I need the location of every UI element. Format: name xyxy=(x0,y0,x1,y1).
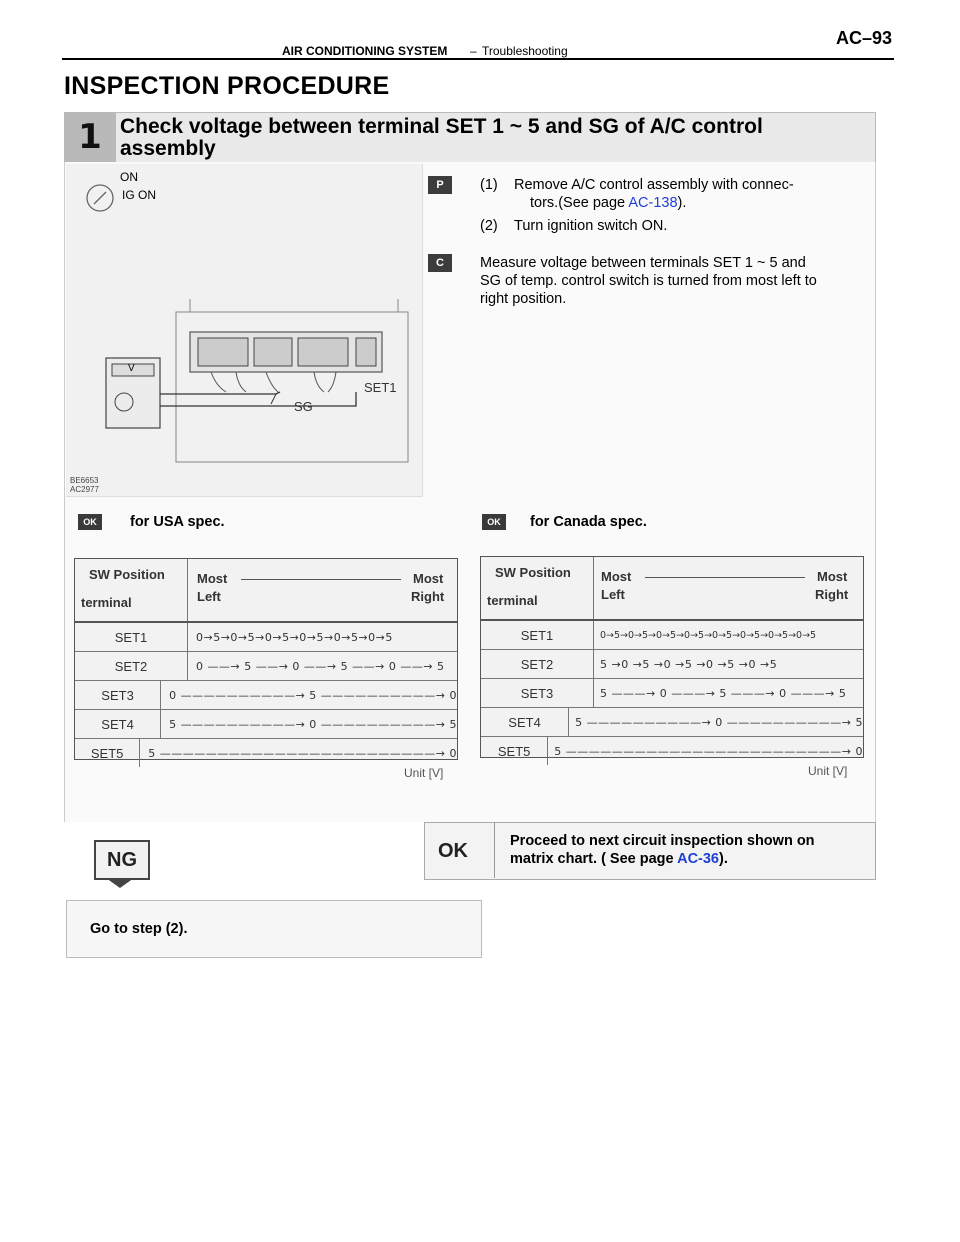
terminal-label: SET3 xyxy=(101,687,134,703)
usa-hdr-most-left-2: Left xyxy=(197,589,221,604)
canada-voltage-table xyxy=(480,556,864,758)
ng-result-box: NG xyxy=(94,840,150,880)
prep-step-2-num: (2) xyxy=(480,218,498,234)
ok-action-line-1: Proceed to next circuit inspection shown on xyxy=(510,833,815,849)
voltage-sequence: 5 →0 →5 →0 →5 →0 →5 →0 →5 xyxy=(600,657,778,671)
meter-label: V xyxy=(128,363,135,374)
ignition-ig-on-label: IG ON xyxy=(122,188,157,202)
header-system: AIR CONDITIONING SYSTEM xyxy=(282,44,448,58)
terminal-label: SET1 xyxy=(114,629,148,645)
prep-step-1-line2-end: ). xyxy=(677,195,687,211)
canada-hdr-most-left-1: Most xyxy=(601,569,632,584)
voltage-sequence: 5 ————————————————————————→ 0 xyxy=(148,746,457,760)
ok-arrow-icon xyxy=(480,822,495,878)
ok-result-label: OK xyxy=(438,840,468,862)
usa-spec-label: for USA spec. xyxy=(130,514,225,530)
terminal-label: SET3 xyxy=(520,685,554,701)
usa-hdr-most-left-1: Most xyxy=(197,571,228,586)
ng-action-text: Go to step (2). xyxy=(90,921,188,937)
voltage-sequence: 0→5→0→5→0→5→0→5→0→5→0→5 xyxy=(196,630,393,644)
canada-table-header xyxy=(481,557,863,621)
link-ac-36[interactable]: AC-36 xyxy=(677,851,719,867)
table-row xyxy=(481,708,863,737)
ok-badge-canada: OK xyxy=(482,514,506,530)
header-section: Troubleshooting xyxy=(482,44,568,58)
header-separator: – xyxy=(470,44,477,58)
table-row xyxy=(75,681,457,710)
voltage-sequence: 5 ——————————→ 0 ——————————→ 5 xyxy=(575,715,863,729)
prep-step-1-num: (1) xyxy=(480,177,498,193)
figure-code-1: BE6653 xyxy=(70,476,99,485)
ok-action-line-2-end: ). xyxy=(719,851,728,867)
terminal-label: SET4 xyxy=(101,716,134,732)
header-rule xyxy=(62,58,894,60)
terminal-label: SET2 xyxy=(520,656,554,672)
page-number: AC–93 xyxy=(836,28,893,48)
check-tag: C xyxy=(428,254,452,272)
usa-table-header xyxy=(75,559,457,623)
wiring-diagram xyxy=(66,164,423,497)
usa-unit: Unit [V] xyxy=(404,766,444,780)
table-row xyxy=(481,621,863,650)
voltage-sequence: 0 ——→ 5 ——→ 0 ——→ 5 ——→ 0 ——→ 5 xyxy=(196,659,445,673)
step-title: Check voltage between terminal SET 1 ~ 5 and SG of A/C control assembly xyxy=(120,115,763,160)
canada-hdr-most-left-2: Left xyxy=(601,587,625,602)
diagram-graphic xyxy=(66,164,422,496)
prep-tag: P xyxy=(428,176,452,194)
ignition-on-label: ON xyxy=(120,170,138,184)
canada-hdr-most-right-1: Most xyxy=(817,569,848,584)
usa-hdr-most-right-1: Most xyxy=(413,571,444,586)
link-ac-138[interactable]: AC-138 xyxy=(628,195,678,211)
figure-code-2: AC2977 xyxy=(70,485,99,494)
canada-hdr-terminal: terminal xyxy=(487,593,538,608)
table-row xyxy=(75,710,457,739)
table-row xyxy=(481,737,863,765)
usa-hdr-arrow xyxy=(241,579,401,580)
canada-hdr-arrow xyxy=(645,577,805,578)
voltage-sequence: 0→5→0→5→0→5→0→5→0→5→0→5→0→5→0→5 xyxy=(600,629,817,641)
check-line-1: Measure voltage between terminals SET 1 ~ 5 and xyxy=(480,255,806,271)
canada-hdr-sw-position: SW Position xyxy=(495,565,571,580)
prep-step-2-text: Turn ignition switch ON. xyxy=(514,218,668,234)
check-line-3: right position. xyxy=(480,291,567,307)
usa-hdr-sw-position: SW Position xyxy=(89,567,165,582)
usa-voltage-table xyxy=(74,558,458,760)
voltage-sequence: 5 ——————————→ 0 ——————————→ 5 xyxy=(169,717,457,731)
terminal-label: SET1 xyxy=(520,627,554,643)
prep-step-1-line1: Remove A/C control assembly with connec- xyxy=(514,177,794,193)
table-row xyxy=(481,650,863,679)
ok-badge-usa: OK xyxy=(78,514,102,530)
set1-label: SET1 xyxy=(364,380,397,395)
check-line-2: SG of temp. control switch is turned from most left to xyxy=(480,273,817,289)
table-row xyxy=(75,739,457,767)
ok-action-line-2: matrix chart. ( See page xyxy=(510,851,678,867)
table-row xyxy=(75,652,457,681)
terminal-label: SET2 xyxy=(114,658,148,674)
usa-hdr-most-right-2: Right xyxy=(411,589,445,604)
voltage-sequence: 5 ————————————————————————→ 0 xyxy=(554,744,863,758)
sg-label: SG xyxy=(294,399,313,414)
canada-spec-label: for Canada spec. xyxy=(530,514,647,530)
voltage-sequence: 0 ——————————→ 5 ——————————→ 0 xyxy=(169,688,457,702)
canada-hdr-most-right-2: Right xyxy=(815,587,849,602)
usa-hdr-terminal: terminal xyxy=(81,595,132,610)
voltage-sequence: 5 ———→ 0 ———→ 5 ———→ 0 ———→ 5 xyxy=(600,686,847,700)
table-row xyxy=(481,679,863,708)
canada-unit: Unit [V] xyxy=(808,764,848,778)
terminal-label: SET5 xyxy=(497,743,531,759)
ng-arrow-icon xyxy=(106,878,134,888)
table-row xyxy=(75,623,457,652)
terminal-label: SET4 xyxy=(508,714,541,730)
page-title: INSPECTION PROCEDURE xyxy=(64,72,390,100)
terminal-label: SET5 xyxy=(90,745,124,761)
prep-step-1-line2: tors.(See page xyxy=(530,195,629,211)
step-number: 1 xyxy=(64,112,116,162)
